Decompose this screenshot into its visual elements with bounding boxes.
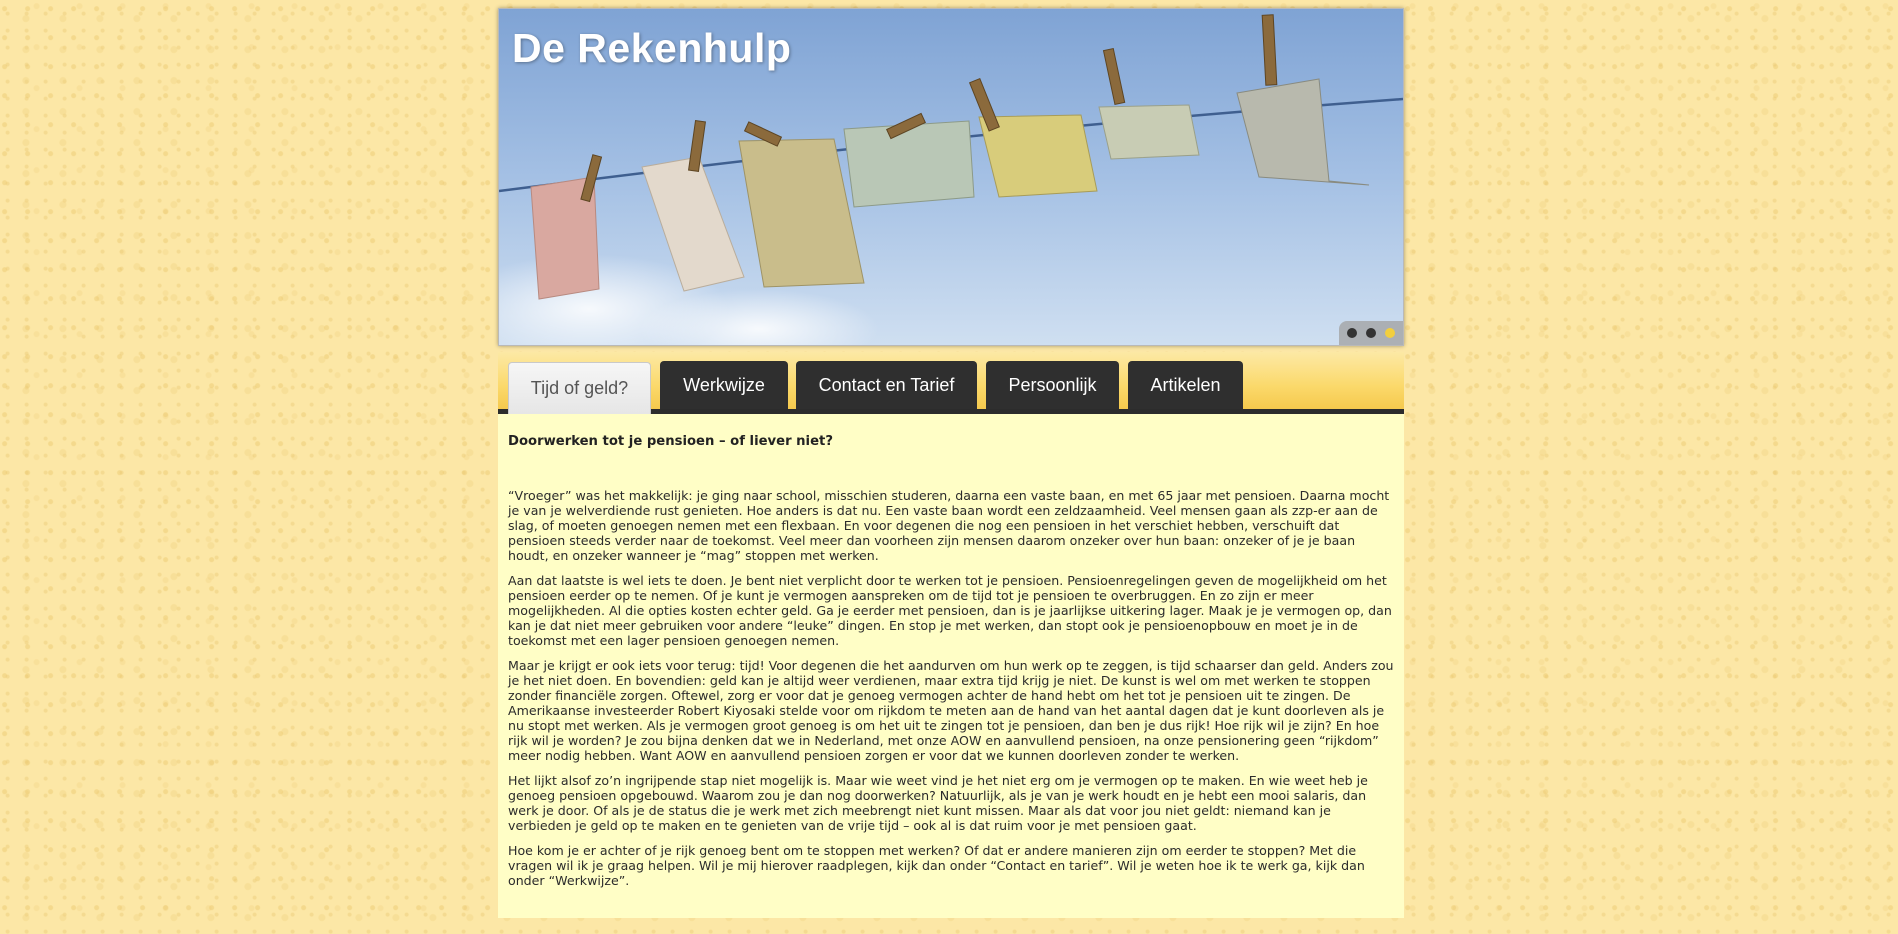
main-navigation [498,352,1404,414]
slider-pagination [1339,321,1403,345]
article-paragraph: Aan dat laatste is wel iets te doen. Je bent niet verplicht door te werken tot je pensioen. Pensioenregelingen geven de mogelijkheid om het pensioen eerder op te nemen. Of je kunt je vermogen aanspreken om de tijd tot je pensioen te overbruggen. En zo zijn er meer mogelijkheden. Al die opties kosten echter geld. Ga je eerder met pensioen, dan is je jaarlijkse uitkering lager. Maak je je vermogen op, dan kan je dat niet meer gebruiken voor andere “leuke” dingen. En stop je met werken, dan stopt ook je pensioenopbouw en moet je in de toekomst met een lager pensioen genoegen nemen. [508,573,1392,648]
article-paragraph: Maar je krijgt er ook iets voor terug: tijd! Voor degenen die het aandurven om hun werk op te zeggen, is tijd schaarser dan geld. Anders zou je het niet doen. En bovendien: geld kan je altijd weer verdienen, maar extra tijd krijg je niet. De kunst is wel om met werken te stoppen zonder financiële zorgen. Oftewel, zorg er voor dat je genoeg vermogen achter de hand hebt om het tot je pensioen uit te zingen. De Amerikaanse investeerder Robert Kiyosaki stelde voor om rijkdom te meten aan de hand van het aantal dagen dat je kunt doorleven als je nu stopt met werken. Als je vermogen groot genoeg is om het uit te zingen tot je pensioen, dan ben je dus rijk! Hoe rijk wil je zijn? En hoe rijk wil je worden? Je zou bijna denken dat we in Nederland, met onze AOW en aanvullend pensioen, na onze pensionering geen “rijkdom” meer nodig hebben. Want AOW en aanvullend pensioen zorgen er voor dat we kunnen doorleven zonder te werken. [508,658,1394,763]
slider-dot-1[interactable] [1347,328,1357,338]
article-paragraph: “Vroeger” was het makkelijk: je ging naar school, misschien studeren, daarna een vaste baan, en met 65 jaar met pensioen. Daarna mocht je van je welverdiende rust genieten. Hoe anders is dat nu. Een vaste baan wordt een zeldzaamheid. Veel mensen gaan als zzp-er aan de slag, of moeten genoegen nemen met een flexbaan. En voor degenen die nog een pensioen in het verschiet hebben, verschuift dat pensioen steeds verder naar de toekomst. Veel meer dan voorheen zijn mensen daarom onzeker over hun baan: onzeker of je je baan houdt, en onzeker wanneer je “mag” stoppen met werken. [508,488,1390,563]
page-container [498,8,1404,918]
article-heading: Doorwerken tot je pensioen – of liever niet? [508,434,833,449]
slider-dot-3[interactable] [1385,328,1395,338]
header-banner [498,8,1404,346]
tab-artikelen[interactable]: Artikelen [1128,361,1243,409]
tab-contact-en-tarief[interactable]: Contact en Tarief [796,361,977,409]
tab-persoonlijk[interactable]: Persoonlijk [986,361,1119,409]
site-title[interactable]: De Rekenhulp [512,25,792,71]
slider-dot-2[interactable] [1366,328,1376,338]
article-content [498,414,1404,918]
tab-tijd-of-geld[interactable]: Tijd of geld? [508,362,651,414]
article-paragraph: Hoe kom je er achter of je rijk genoeg bent om te stoppen met werken? Of dat er andere manieren zijn om eerder te stoppen? Met die vragen wil ik je graag helpen. Wil je mij hierover raadplegen, kijk dan onder “Contact en tarief”. Wil je weten hoe ik te werk ga, kijk dan onder “Werkwijze”. [508,843,1365,888]
article-paragraph: Het lijkt alsof zo’n ingrijpende stap niet mogelijk is. Maar wie weet vind je het niet erg om je vermogen op te maken. En wie weet heb je genoeg pensioen opgebouwd. Waarom zou je dan nog doorwerken? Natuurlijk, als je van je werk houdt en je hebt een mooi salaris, dan werk je door. Of als je de status die je werk met zich meebrengt niet kunt missen. Maar als dat voor jou niet geldt: niemand kan je verbieden je geld op te maken en te genieten van de vrije tijd – ook al is dat ruim voor je met pensioen gaat. [508,773,1368,833]
tab-werkwijze[interactable]: Werkwijze [660,361,788,409]
